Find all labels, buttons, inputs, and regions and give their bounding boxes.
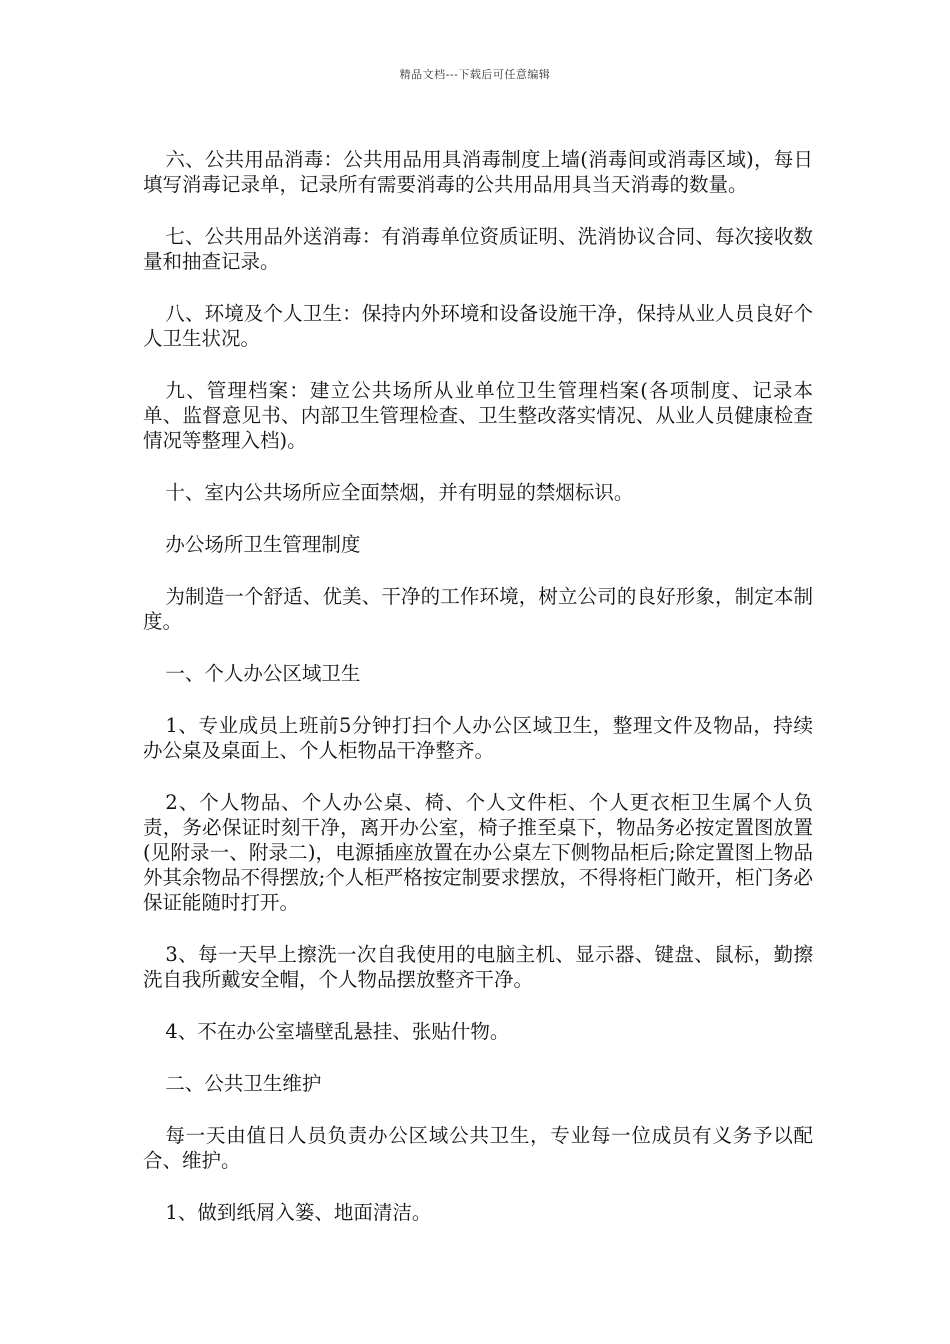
paragraph-management-archives: 九、管理档案：建立公共场所从业单位卫生管理档案(各项制度、记录本单、监督意见书、内部卫生管理检查、卫生整改落实情况、从业人员健康检查情况等整理入档)。 [143,379,813,452]
paragraph-duty-staff: 每一天由值日人员负责办公区域公共卫生，专业每一位成员有义务予以配合、维护。 [143,1124,813,1172]
section-heading-public-hygiene: 二、公共卫生维护 [165,1072,322,1095]
section-heading-personal-area: 一、个人办公区域卫生 [165,662,361,685]
list-item-3: 3、每一天早上擦洗一次自我使用的电脑主机、显示器、键盘、鼠标，勤擦洗自我所戴安全帽，个人物品摆放整齐干净。 [143,943,813,991]
section-title-office-hygiene: 办公场所卫生管理制度 [165,533,361,556]
list-item-4: 4、不在办公室墙壁乱悬挂、张贴什物。 [165,1020,510,1043]
list-item-public-1: 1、做到纸屑入篓、地面清洁。 [165,1201,432,1224]
paragraph-no-smoking: 十、室内公共场所应全面禁烟，并有明显的禁烟标识。 [165,481,634,504]
paragraph-outsourced-disinfection: 七、公共用品外送消毒：有消毒单位资质证明、洗消协议合同、每次接收数量和抽查记录。 [143,225,813,273]
list-item-2: 2、个人物品、个人办公桌、椅、个人文件柜、个人更衣柜卫生属个人负责，务必保证时刻干净，离开办公室，椅子推至桌下，物品务必按定置图放置(见附录一、附录二)，电源插座放置在办公桌左下侧物品柜后;除定置图上物品外其余物品不得摆放;个人柜严格按定制要求摆放，不得将柜门敞开，柜门务必保证能随时打开。 [143,791,813,914]
document-body [143,147,813,1252]
paragraph-purpose: 为制造一个舒适、优美、干净的工作环境，树立公司的良好形象，制定本制度。 [143,585,813,633]
list-item-1: 1、专业成员上班前5分钟打扫个人办公区域卫生，整理文件及物品，持续办公桌及桌面上、个人柜物品干净整齐。 [143,714,813,762]
page-header: 精品文档---下载后可任意编辑 [399,68,551,81]
paragraph-disinfection-public-items: 六、公共用品消毒：公共用品用具消毒制度上墙(消毒间或消毒区域)，每日填写消毒记录单，记录所有需要消毒的公共用品用具当天消毒的数量。 [143,148,813,196]
paragraph-environment-hygiene: 八、环境及个人卫生：保持内外环境和设备设施干净，保持从业人员良好个人卫生状况。 [143,302,813,350]
